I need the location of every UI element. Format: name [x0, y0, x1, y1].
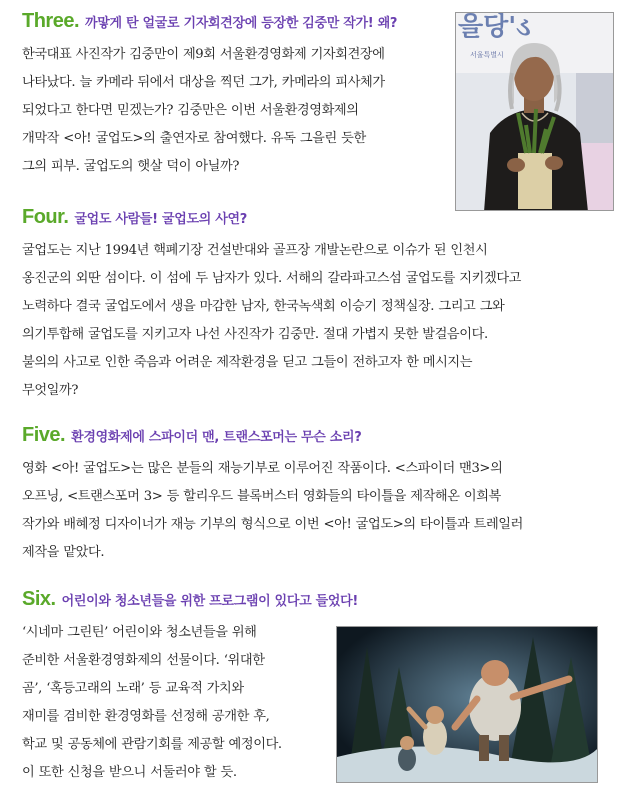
- section-number: Three.: [22, 10, 80, 32]
- section-four: [22, 206, 603, 405]
- section-body: [22, 455, 603, 567]
- section-body: [22, 237, 603, 405]
- body-line: 되었다고 한다면 믿겠는가? 김중만은 이번 서울환경영화제의: [22, 103, 359, 118]
- section-heading: [22, 588, 359, 611]
- backdrop-logo-text: 서울특별시: [470, 51, 504, 59]
- section-subtitle: 까맣게 탄 얼굴로 기자회견장에 등장한 김중만 작가! 왜?: [85, 16, 398, 31]
- section-heading: [22, 10, 447, 33]
- body-line: 노력하다 결국 굴업도에서 생을 마감한 남자, 한국녹색회 이승기 정책실장. 그리고 그와: [22, 299, 505, 314]
- body-line: 개막작 <아! 굴업도>의 출연자로 참여했다. 유독 그을린 듯한: [22, 131, 366, 146]
- body-line: 이 또한 신청을 받으니 서둘러야 할 듯.: [22, 765, 237, 780]
- body-line: 굴업도는 지난 1994년 핵폐기장 건설반대와 골프장 개발논란으로 이슈가 된 인천시: [22, 243, 488, 258]
- section-subtitle: 어린이와 청소년들을 위한 프로그램이 있다고 들었다!: [61, 594, 359, 609]
- section-heading: [22, 424, 603, 447]
- body-line: 그의 피부. 굴업도의 햇살 덕이 아닐까?: [22, 159, 240, 174]
- section-body: [22, 619, 327, 787]
- body-line: 제작을 맡았다.: [22, 545, 105, 560]
- body-line: 옹진군의 외딴 섬이다. 이 섬에 두 남자가 있다. 서해의 갈라파고스섬 굴업도를 지키겠다고: [22, 271, 522, 286]
- photographer-photo: [455, 12, 614, 211]
- body-line: 재미를 겸비한 환경영화를 선정해 공개한 후,: [22, 709, 270, 724]
- section-five: [22, 424, 603, 567]
- section-heading: [22, 206, 603, 229]
- section-number: Six.: [22, 588, 56, 610]
- body-line: 한국대표 사진작가 김중만이 제9회 서울환경영화제 기자회견장에: [22, 47, 385, 62]
- section-body: [22, 41, 447, 181]
- body-line: 무엇일까?: [22, 383, 79, 398]
- section-three: [22, 10, 447, 181]
- body-line: 준비한 서울환경영화제의 선물이다. ‘위대한: [22, 653, 265, 668]
- section-subtitle: 환경영화제에 스파이더 맨, 트랜스포머는 무슨 소리?: [71, 430, 362, 445]
- body-line: 학교 및 공동체에 관람기회를 제공할 예정이다.: [22, 737, 282, 752]
- backdrop-sign-text: 을당'ડ: [458, 13, 531, 42]
- body-line: 작가와 배혜정 디자이너가 재능 기부의 형식으로 이번 <아! 굴업도>의 타이틀과 트레일러: [22, 517, 523, 532]
- photographer-illustration: [456, 13, 614, 211]
- body-line: 나타났다. 늘 카메라 뒤에서 대상을 찍던 그가, 카메라의 피사체가: [22, 75, 385, 90]
- body-line: 의기투합해 굴업도를 지키고자 나선 사진작가 김중만. 절대 가볍지 못한 발걸음이다.: [22, 327, 488, 342]
- animation-still-photo: [336, 626, 598, 783]
- animation-still-illustration: [337, 627, 598, 783]
- body-line: 불의의 사고로 인한 죽음과 어려운 제작환경을 딛고 그들이 전하고자 한 메시지는: [22, 355, 473, 370]
- section-six: [22, 588, 359, 787]
- body-line: 곰’, ‘혹등고래의 노래’ 등 교육적 가치와: [22, 681, 244, 696]
- body-line: 영화 <아! 굴업도>는 많은 분들의 재능기부로 이루어진 작품이다. <스파이더 맨3>의: [22, 461, 503, 476]
- section-subtitle: 굴업도 사람들! 굴업도의 사연?: [74, 212, 248, 227]
- body-line: ‘시네마 그린틴’ 어린이와 청소년들을 위해: [22, 625, 257, 640]
- section-number: Four.: [22, 206, 69, 228]
- section-number: Five.: [22, 424, 66, 446]
- body-line: 오프닝, <트랜스포머 3> 등 할리우드 블록버스터 영화들의 타이틀을 제작해온 이희복: [22, 489, 501, 504]
